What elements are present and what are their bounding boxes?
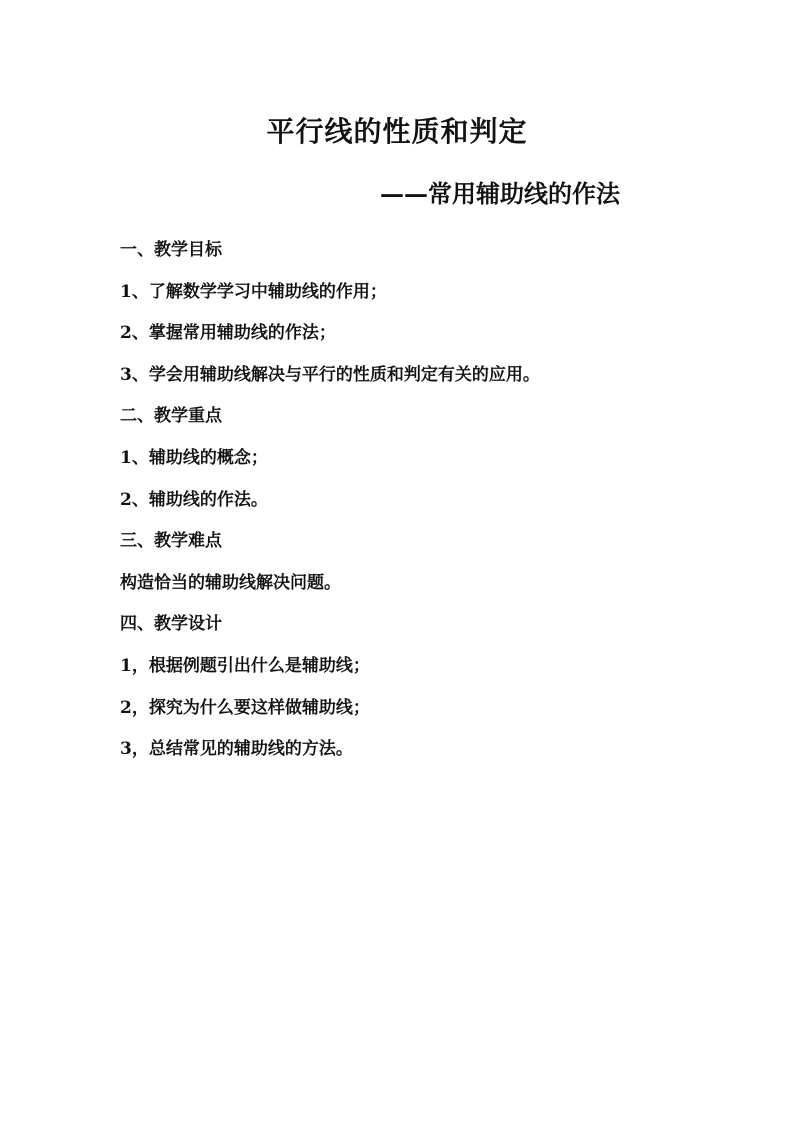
section-heading-design: 四、教学设计 — [120, 614, 222, 635]
list-item: 3，总结常见的辅助线的方法。 — [120, 739, 353, 760]
section-heading-objectives: 一、教学目标 — [120, 240, 222, 260]
section-heading-difficulties: 三、教学难点 — [120, 531, 222, 552]
list-item: 2、辅助线的作法。 — [120, 489, 268, 510]
paragraph: 构造恰当的辅助线解决问题。 — [120, 572, 341, 593]
list-item: 1、辅助线的概念； — [120, 447, 268, 468]
list-item: 2、掌握常用辅助线的作法； — [120, 323, 336, 344]
document-title: 平行线的性质和判定 — [266, 115, 528, 148]
section-heading-key-points: 二、教学重点 — [120, 406, 222, 427]
document-subtitle: ——常用辅助线的作法 — [380, 179, 620, 208]
list-item: 1，根据例题引出什么是辅助线； — [120, 655, 370, 676]
list-item: 3、学会用辅助线解决与平行的性质和判定有关的应用。 — [120, 364, 540, 385]
list-item: 2，探究为什么要这样做辅助线； — [120, 697, 370, 718]
list-item: 1、了解数学学习中辅助线的作用； — [120, 281, 387, 302]
document-body — [120, 230, 720, 771]
